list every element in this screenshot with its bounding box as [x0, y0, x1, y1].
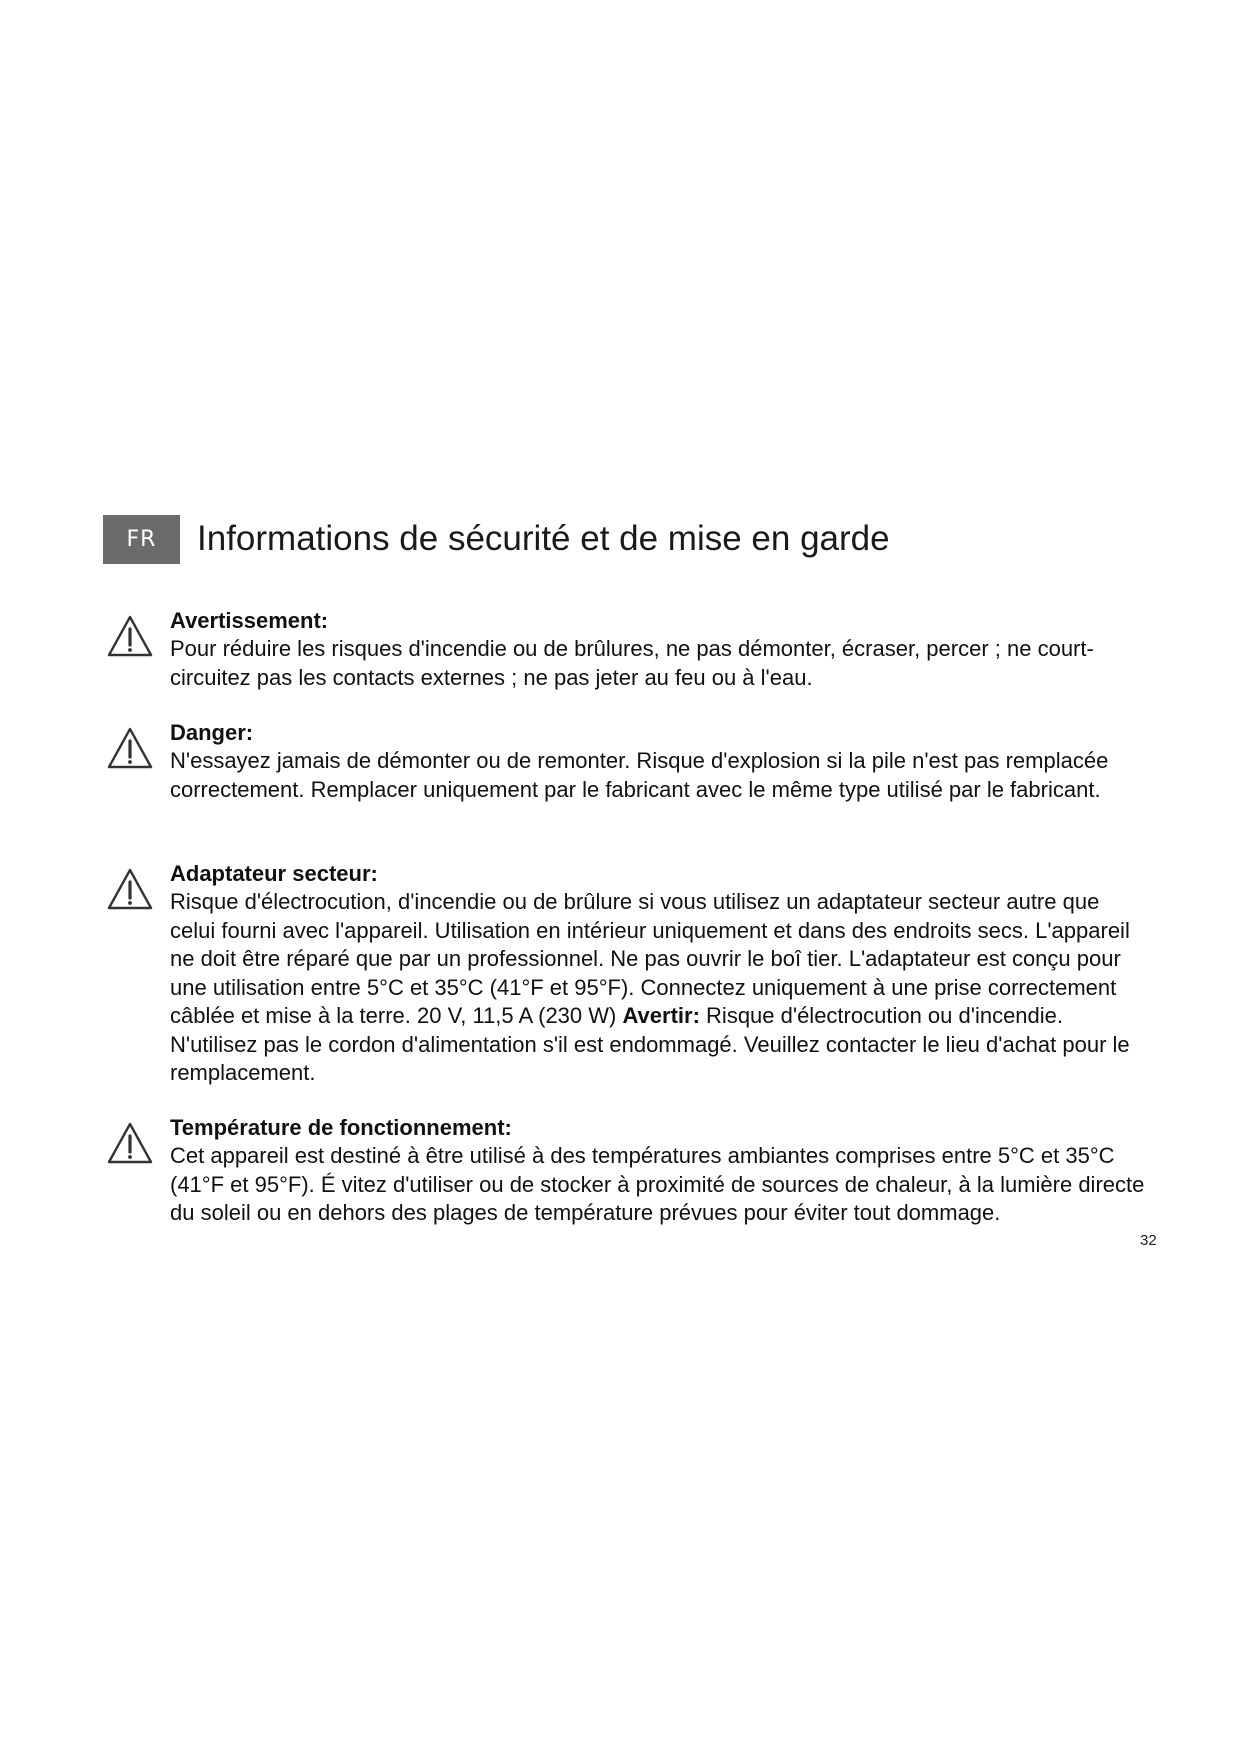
notice-heading: Danger:	[170, 720, 254, 745]
notice-body: Pour réduire les risques d'incendie ou de brûlures, ne pas démonter, écraser, percer ; ne court-circuitez pas les contacts externes ; ne pas jeter au feu ou à l'eau.	[170, 636, 1094, 690]
page-number: 32	[1140, 1232, 1157, 1249]
warning-triangle-icon	[106, 867, 154, 911]
notice-body: Cet appareil est destiné à être utilisé à des températures ambiantes comprises entre 5°C et 35°C (41°F et 95°F). É vitez d'utiliser ou de stocker à proximité de sources de chaleur, à la lumière directe du soleil ou en dehors des plages de température prévues pour éviter tout dommage.	[170, 1143, 1145, 1225]
warning-triangle-icon	[106, 614, 154, 658]
notice-warn-text: Risque d'électrocution ou d'incendie. N'utilisez pas le cordon d'alimentation s'il est endommagé. Veuillez contacter le lieu d'achat pour le remplacement.	[170, 1003, 1130, 1085]
notice-heading: Adaptateur secteur:	[170, 861, 378, 886]
notice-body: Risque d'électrocution, d'incendie ou de brûlure si vous utilisez un adaptateur secteur autre que celui fourni avec l'appareil. Utilisation en intérieur uniquement et dans des endroits secs. L'appareil ne doit être réparé que par un professionnel. Ne pas ouvrir le boî tier. L'adaptateur est conçu pour une utilisation entre 5°C et 35°C (41°F et 95°F). Connectez uniquement à une prise correctement câblée et mise à la terre. 20 V, 11,5 A (230 W)	[170, 889, 1130, 1028]
notice-warn-label: Avertir:	[622, 1003, 700, 1028]
language-badge: FR	[103, 515, 180, 564]
notice-heading: Avertissement:	[170, 608, 329, 633]
warning-triangle-icon	[106, 726, 154, 770]
notice-body-paragraph	[170, 888, 1146, 1088]
notice-body: N'essayez jamais de démonter ou de remonter. Risque d'explosion si la pile n'est pas remplacée correctement. Remplacer uniquement par le fabricant avec le même type utilisé par le fabricant.	[170, 748, 1109, 802]
page-title: Informations de sécurité et de mise en garde	[197, 519, 890, 558]
notice-heading: Température de fonctionnement:	[170, 1115, 512, 1140]
warning-triangle-icon	[106, 1121, 154, 1165]
